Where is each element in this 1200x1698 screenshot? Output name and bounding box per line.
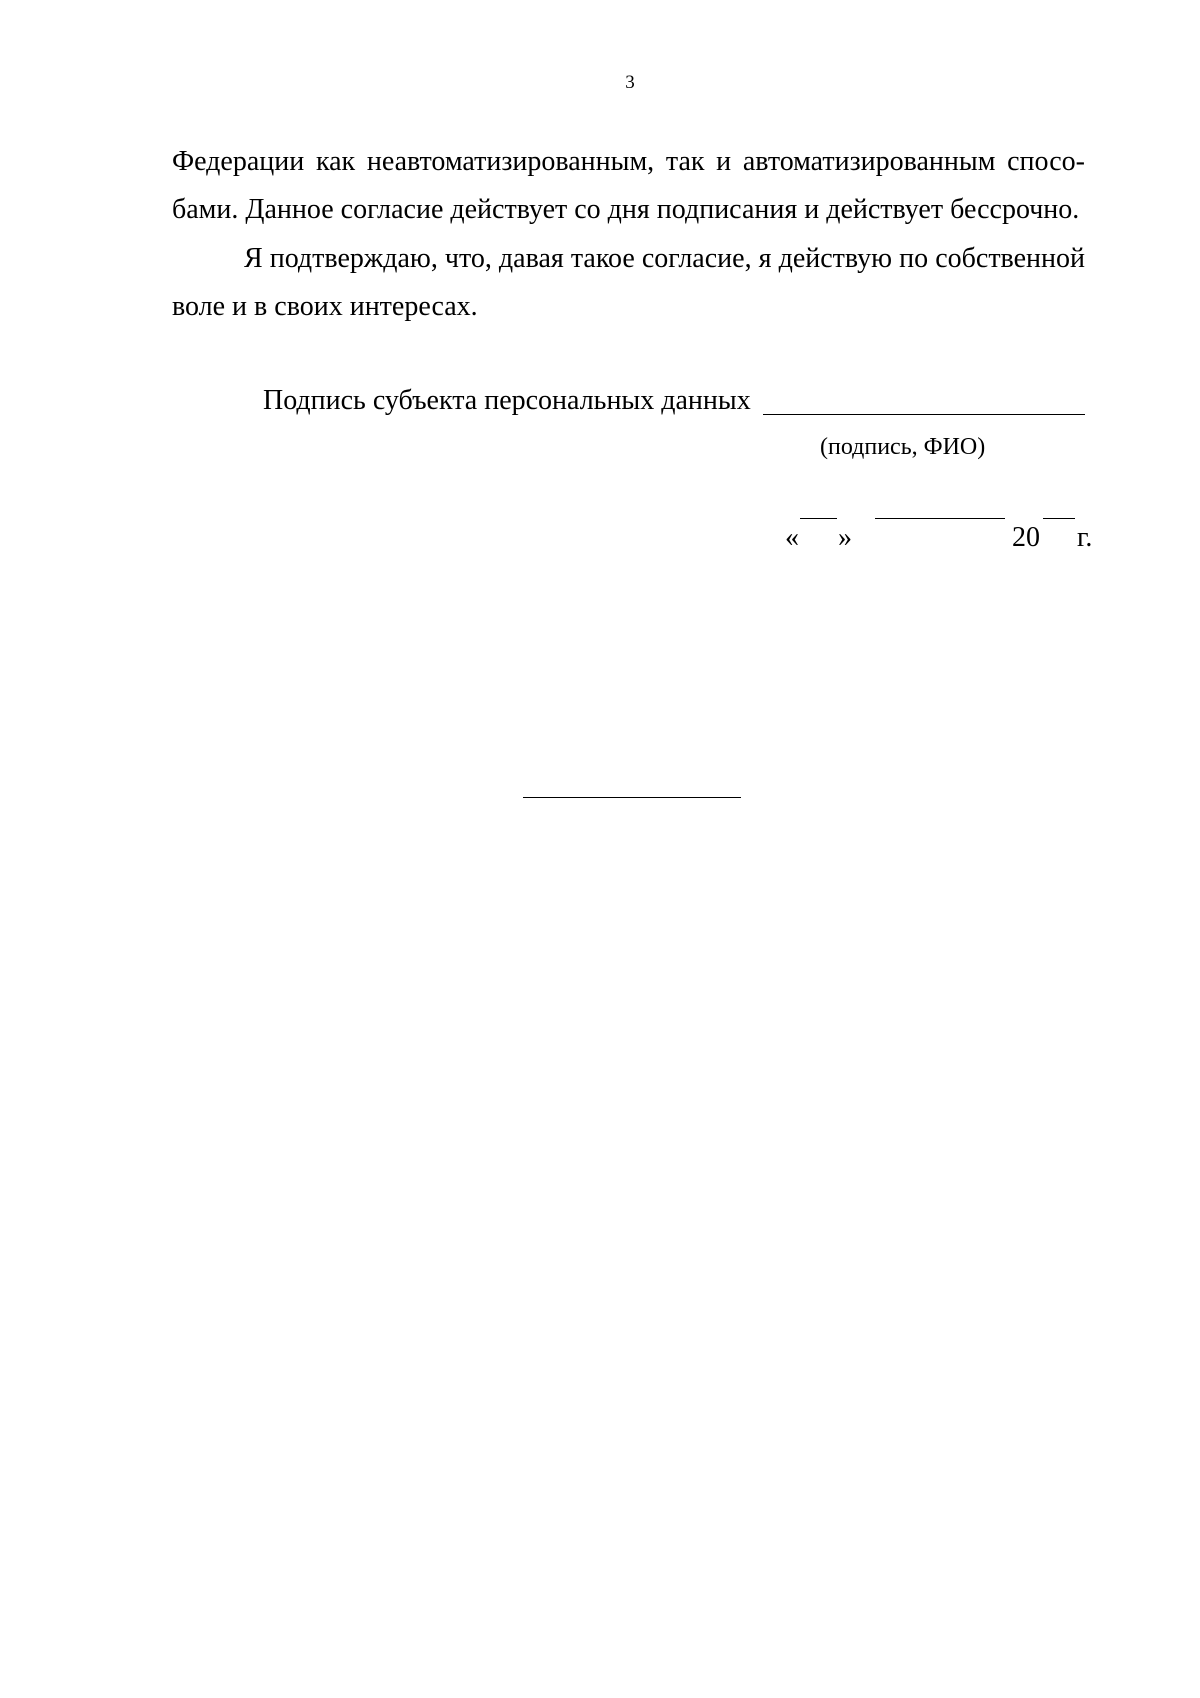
page-number: 3: [625, 72, 635, 93]
paragraph-consent-validity: [172, 138, 1085, 234]
date-close-quote: »: [838, 522, 852, 553]
signature-row: [263, 381, 1085, 421]
end-of-document-rule: [523, 797, 741, 798]
paragraph-line: Федерации как неавтоматизированным, так и автоматизированным спосо-: [172, 146, 1085, 177]
year-blank-line: [1043, 518, 1075, 519]
paragraph-line: Я подтверждаю, что, давая такое согласие, я действую по собственной: [244, 243, 1085, 274]
signature-label: Подпись субъекта персональных данных: [263, 385, 751, 416]
date-row: [785, 518, 1093, 558]
year-suffix: г.: [1077, 522, 1093, 553]
date-open-quote: «: [785, 522, 799, 553]
signature-caption: (подпись, ФИО): [820, 434, 986, 460]
paragraph-line: бами. Данное согласие действует со дня подписания и действует бессрочно.: [172, 194, 1080, 225]
paragraph-line: воле и в своих интересах.: [172, 291, 478, 322]
month-blank-line: [875, 518, 1005, 519]
year-prefix: 20: [1012, 522, 1040, 553]
paragraph-confirmation: [172, 235, 1085, 331]
day-blank-line: [800, 518, 837, 519]
signature-blank-line: [763, 414, 1085, 415]
